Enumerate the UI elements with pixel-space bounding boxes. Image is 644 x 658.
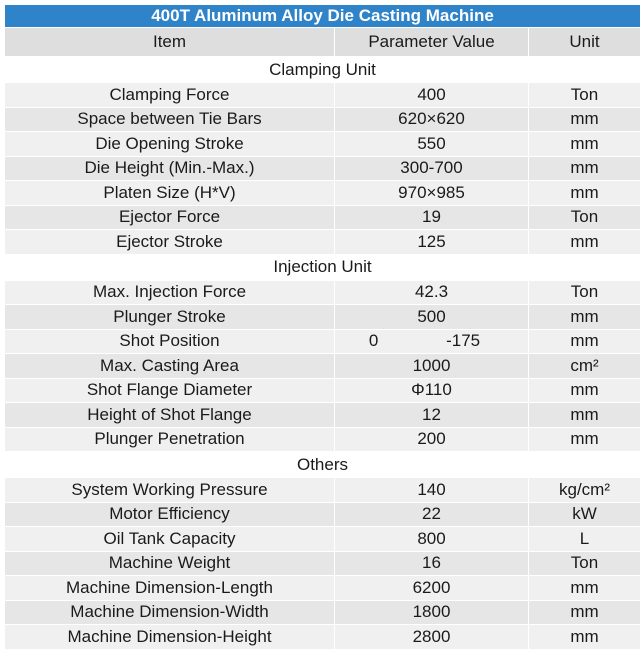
value-cell: 400 xyxy=(335,83,529,108)
unit-cell: mm xyxy=(529,181,641,206)
value-cell: 12 xyxy=(335,403,529,428)
unit-cell: mm xyxy=(529,107,641,132)
unit-cell: Ton xyxy=(529,205,641,230)
value-cell: 125 xyxy=(335,230,529,255)
item-cell: Machine Dimension-Height xyxy=(5,625,335,650)
item-cell: Machine Dimension-Length xyxy=(5,576,335,601)
value-cell: 6200 xyxy=(335,576,529,601)
section-title: Injection Unit xyxy=(5,254,641,280)
unit-cell: mm xyxy=(529,378,641,403)
table-row xyxy=(5,205,641,230)
spec-table-body xyxy=(5,5,641,650)
value-cell: 970×985 xyxy=(335,181,529,206)
value-range xyxy=(335,331,528,351)
value-cell: 2800 xyxy=(335,625,529,650)
header-row xyxy=(5,28,641,57)
value-cell xyxy=(335,329,529,354)
value-cell: 1000 xyxy=(335,354,529,379)
item-cell: Shot Position xyxy=(5,329,335,354)
title-row xyxy=(5,5,641,28)
item-cell: Motor Efficiency xyxy=(5,502,335,527)
table-row xyxy=(5,107,641,132)
value-cell: 42.3 xyxy=(335,280,529,305)
table-row xyxy=(5,156,641,181)
section-row xyxy=(5,452,641,478)
header-item: Item xyxy=(5,28,335,57)
unit-cell: kg/cm² xyxy=(529,478,641,503)
unit-cell: mm xyxy=(529,156,641,181)
header-unit: Unit xyxy=(529,28,641,57)
unit-cell: L xyxy=(529,527,641,552)
table-row xyxy=(5,427,641,452)
table-row xyxy=(5,280,641,305)
table-row xyxy=(5,551,641,576)
table-row xyxy=(5,378,641,403)
item-cell: Platen Size (H*V) xyxy=(5,181,335,206)
item-cell: Max. Casting Area xyxy=(5,354,335,379)
section-title: Clamping Unit xyxy=(5,57,641,83)
unit-cell: mm xyxy=(529,230,641,255)
item-cell: Plunger Penetration xyxy=(5,427,335,452)
item-cell: Machine Dimension-Width xyxy=(5,600,335,625)
table-row xyxy=(5,83,641,108)
table-row xyxy=(5,600,641,625)
unit-cell: kW xyxy=(529,502,641,527)
value-cell: 550 xyxy=(335,132,529,157)
item-cell: Ejector Force xyxy=(5,205,335,230)
unit-cell: mm xyxy=(529,403,641,428)
value-cell: 1800 xyxy=(335,600,529,625)
item-cell: Clamping Force xyxy=(5,83,335,108)
unit-cell: mm xyxy=(529,427,641,452)
table-row xyxy=(5,527,641,552)
table-row xyxy=(5,305,641,330)
value-cell: Φ110 xyxy=(335,378,529,403)
table-row xyxy=(5,502,641,527)
section-row xyxy=(5,254,641,280)
unit-cell: mm xyxy=(529,305,641,330)
section-title: Others xyxy=(5,452,641,478)
value-cell: 500 xyxy=(335,305,529,330)
item-cell: System Working Pressure xyxy=(5,478,335,503)
table-row xyxy=(5,181,641,206)
unit-cell: Ton xyxy=(529,551,641,576)
value-cell: 22 xyxy=(335,502,529,527)
table-title: 400T Aluminum Alloy Die Casting Machine xyxy=(5,5,641,28)
table-row xyxy=(5,576,641,601)
value-cell: 200 xyxy=(335,427,529,452)
item-cell: Die Height (Min.-Max.) xyxy=(5,156,335,181)
table-row xyxy=(5,354,641,379)
item-cell: Shot Flange Diameter xyxy=(5,378,335,403)
item-cell: Space between Tie Bars xyxy=(5,107,335,132)
item-cell: Max. Injection Force xyxy=(5,280,335,305)
unit-cell: mm xyxy=(529,625,641,650)
unit-cell: mm xyxy=(529,329,641,354)
value-cell: 800 xyxy=(335,527,529,552)
table-row xyxy=(5,132,641,157)
table-row xyxy=(5,403,641,428)
spec-table xyxy=(4,4,641,650)
item-cell: Oil Tank Capacity xyxy=(5,527,335,552)
item-cell: Height of Shot Flange xyxy=(5,403,335,428)
unit-cell: Ton xyxy=(529,280,641,305)
section-row xyxy=(5,57,641,83)
item-cell: Machine Weight xyxy=(5,551,335,576)
value-cell: 19 xyxy=(335,205,529,230)
unit-cell: mm xyxy=(529,600,641,625)
unit-cell: mm xyxy=(529,576,641,601)
unit-cell: cm² xyxy=(529,354,641,379)
value-cell: 140 xyxy=(335,478,529,503)
value-cell: 16 xyxy=(335,551,529,576)
unit-cell: mm xyxy=(529,132,641,157)
table-row xyxy=(5,478,641,503)
unit-cell: Ton xyxy=(529,83,641,108)
value-cell: 300-700 xyxy=(335,156,529,181)
header-value: Parameter Value xyxy=(335,28,529,57)
value-start: 0 xyxy=(368,331,379,351)
table-row xyxy=(5,625,641,650)
item-cell: Die Opening Stroke xyxy=(5,132,335,157)
item-cell: Ejector Stroke xyxy=(5,230,335,255)
table-row xyxy=(5,230,641,255)
value-end: -175 xyxy=(446,331,481,351)
item-cell: Plunger Stroke xyxy=(5,305,335,330)
value-cell: 620×620 xyxy=(335,107,529,132)
table-row xyxy=(5,329,641,354)
